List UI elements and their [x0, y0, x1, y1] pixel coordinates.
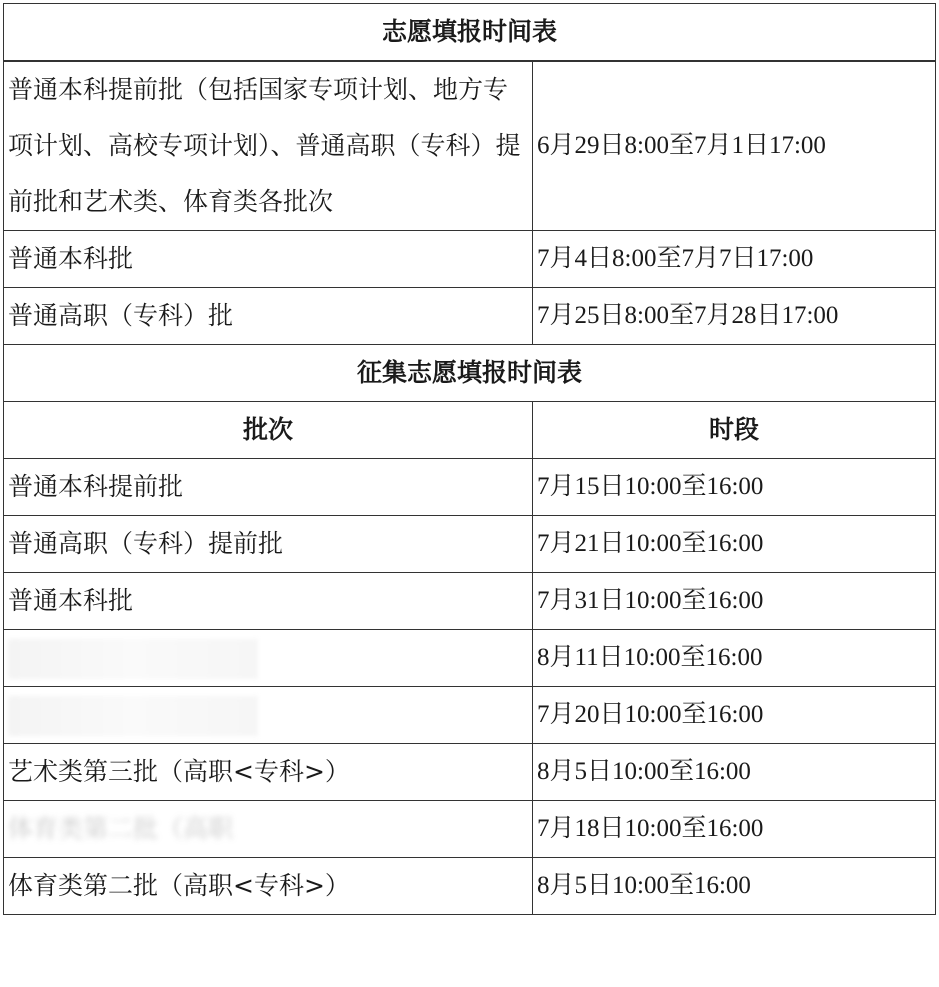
- time-cell: 7月18日10:00至16:00: [533, 801, 936, 858]
- table-title-row: [4, 345, 936, 402]
- table-row: [4, 801, 936, 858]
- table-row: [4, 288, 936, 345]
- table-title: 志愿填报时间表: [4, 4, 936, 61]
- redaction-blur: [8, 696, 258, 736]
- batch-cell-redacted: [4, 687, 533, 744]
- table-title: 征集志愿填报时间表: [4, 345, 936, 402]
- time-cell: 8月5日10:00至16:00: [533, 744, 936, 801]
- column-header-time: 时段: [533, 402, 936, 459]
- batch-cell: 普通本科批: [4, 573, 533, 630]
- batch-cell: 普通本科批: [4, 231, 533, 288]
- time-cell: 7月20日10:00至16:00: [533, 687, 936, 744]
- batch-cell: 艺术类第三批（高职<专科>）: [4, 744, 533, 801]
- column-header-batch: 批次: [4, 402, 533, 459]
- column-header-row: [4, 402, 936, 459]
- time-cell: 7月15日10:00至16:00: [533, 459, 936, 516]
- time-cell: 7月25日8:00至7月28日17:00: [533, 288, 936, 345]
- time-cell: 8月5日10:00至16:00: [533, 858, 936, 915]
- redaction-blur: [8, 639, 258, 679]
- batch-cell: 普通本科提前批（包括国家专项计划、地方专项计划、高校专项计划）、普通高职（专科）提前批和艺术类、体育类各批次: [4, 62, 533, 231]
- batch-cell: 普通高职（专科）提前批: [4, 516, 533, 573]
- table-row: [4, 630, 936, 687]
- time-cell: 8月11日10:00至16:00: [533, 630, 936, 687]
- table-row: [4, 687, 936, 744]
- schedule-table: [3, 3, 936, 915]
- table-row: [4, 459, 936, 516]
- batch-cell-partial: [4, 801, 533, 858]
- batch-cell: 普通本科提前批: [4, 459, 533, 516]
- batch-cell: 普通高职（专科）批: [4, 288, 533, 345]
- time-cell: 7月31日10:00至16:00: [533, 573, 936, 630]
- table-row: [4, 62, 936, 231]
- time-cell: 7月21日10:00至16:00: [533, 516, 936, 573]
- batch-cell-redacted: [4, 630, 533, 687]
- table-row: [4, 573, 936, 630]
- table-row: [4, 858, 936, 915]
- time-cell: 7月4日8:00至7月7日17:00: [533, 231, 936, 288]
- table-row: [4, 231, 936, 288]
- table-row: [4, 516, 936, 573]
- partially-blurred-text: 体育类第二批（高职: [8, 814, 234, 843]
- time-cell: 6月29日8:00至7月1日17:00: [533, 62, 936, 231]
- batch-cell: 体育类第二批（高职<专科>）: [4, 858, 533, 915]
- table-row: [4, 744, 936, 801]
- table-title-row: [4, 4, 936, 61]
